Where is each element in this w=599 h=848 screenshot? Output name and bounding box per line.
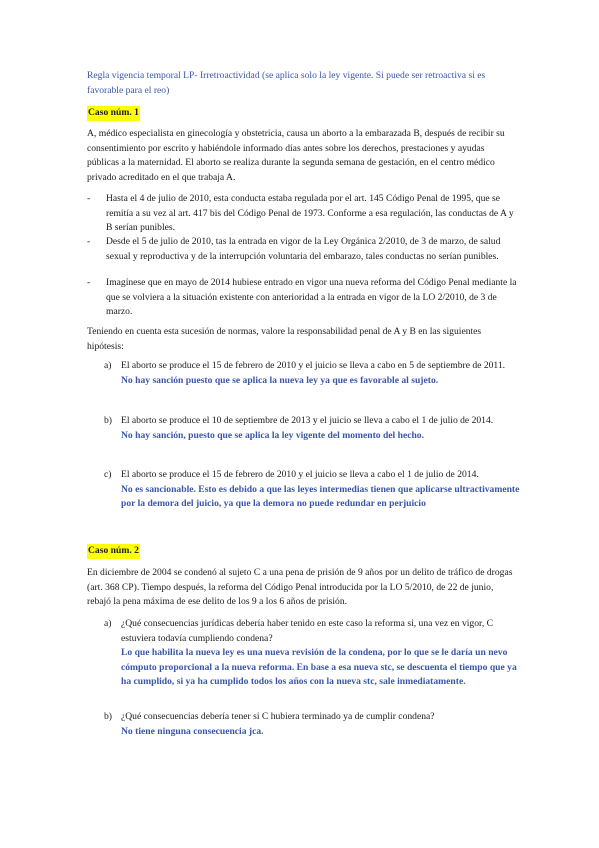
intro-heading: Regla vigencia temporal LP- Irretroactividad (se aplica solo la ley vigente. Si puede ser retroactiva si es favorable para el reo) <box>87 70 486 96</box>
question-mark: c) <box>104 469 112 480</box>
question-body <box>121 617 521 690</box>
case-2-title <box>87 544 517 559</box>
case-1-title-text: Caso núm. 1 <box>87 106 140 121</box>
answer-text: No hay sanción puesto que se aplica la nueva ley ya que es favorable al sujeto. <box>121 374 439 386</box>
question-text: ¿Qué consecuencias debería tener si C hubiera terminado ya de cumplir condena? <box>121 711 435 722</box>
question-body <box>121 710 521 739</box>
question-mark: a) <box>104 618 112 629</box>
answer-text: Lo que habilita la nueva ley es una nueva revisión de la condena, por lo que se le daría un nevo cómputo proporcional a la nueva reforma. En base a esa nueva stc, se descuenta el tiempo que ya ha cumplido, si ya ha cumplido todos los años con la nueva stc, sale inmediatamente. <box>121 647 517 687</box>
answer-text: No es sancionable. Esto es debido a que las leyes intermedias tienen que aplicarse ultractivamente por la demora del juicio, ya que la demora no puede redundar en perjuicio <box>121 483 520 509</box>
bullet-text: Imagínese que en mayo de 2014 hubiese entrado en vigor una nueva reforma del Código Penal mediante la que se volviera a la situación existente con anterioridad a la entrada en vigor de la LO 2/2010, de 3 de marzo. <box>106 277 517 317</box>
question-text: El aborto se produce el 15 de febrero de 2010 y el juicio se lleva a cabo en 5 de septiembre de 2011. <box>121 360 506 371</box>
question-mark: a) <box>104 360 112 371</box>
case-2-title-text: Caso núm. 2 <box>87 544 140 559</box>
answer-text: No tiene ninguna consecuencia jca. <box>121 725 264 737</box>
question-body <box>121 468 521 512</box>
question-text: El aborto se produce el 15 de febrero de 2010 y el juicio se lleva a cabo el 1 de julio de 2014. <box>121 469 479 480</box>
question-mark: b) <box>104 415 112 426</box>
case-2-paragraph: En diciembre de 2004 se condenó al sujeto C a una pena de prisión de 9 años por un delito de tráfico de drogas (art. 368 CP). Tiempo después, la reforma del Código Penal introducida por la LO 5/2010, de 22 de junio, rebajó la pena máxima de ese delito de los 9 a los 6 años de prisión. <box>87 567 513 607</box>
question-text: ¿Qué consecuencias jurídicas debería haber tenido en este caso la reforma si, una vez en vigor, C estuviera todavía cumpliendo condena? <box>121 618 494 644</box>
bullet-text: Desde el 5 de julio de 2010, tas la entrada en vigor de la Ley Orgánica 2/2010, de 3 de marzo, de salud sexual y reproductiva y de la interrupción voluntaria del embarazo, tales conductas no serían punibles. <box>106 236 501 262</box>
answer-text: No hay sanción, puesto que se aplica la ley vigente del momento del hecho. <box>121 429 425 441</box>
case-1-prompt: Teniendo en cuenta esta sucesión de normas, valore la responsabilidad penal de A y B en las siguientes hipótesis: <box>87 326 482 352</box>
case-1-title <box>87 106 517 121</box>
bullet-mark: - <box>87 236 91 247</box>
case-1-paragraph: A, médico especialista en ginecología y obstetricia, causa un aborto a la embarazada B, después de recibir su consentimiento por escrito y habiéndole informado días antes sobre los derechos, prestaciones y ayudas públicas a la maternidad. El aborto se realiza durante la segunda semana de gestación, en el centro médico privado acreditado en el que trabaja A. <box>87 128 505 183</box>
question-mark: b) <box>104 711 112 722</box>
bullet-mark: - <box>87 277 91 288</box>
question-body <box>121 359 521 388</box>
bullet-mark: - <box>87 193 91 204</box>
question-text: El aborto se produce el 10 de septiembre de 2013 y el juicio se lleva a cabo el 1 de julio de 2014. <box>121 415 494 426</box>
question-body <box>121 414 521 443</box>
bullet-text: Hasta el 4 de julio de 2010, esta conducta estaba regulada por el art. 145 Código Penal de 1995, que se remitía a su vez al art. 417 bis del Código Penal de 1973. Conforme a esa regulación, las conductas de A y B serían punibles. <box>106 193 514 233</box>
